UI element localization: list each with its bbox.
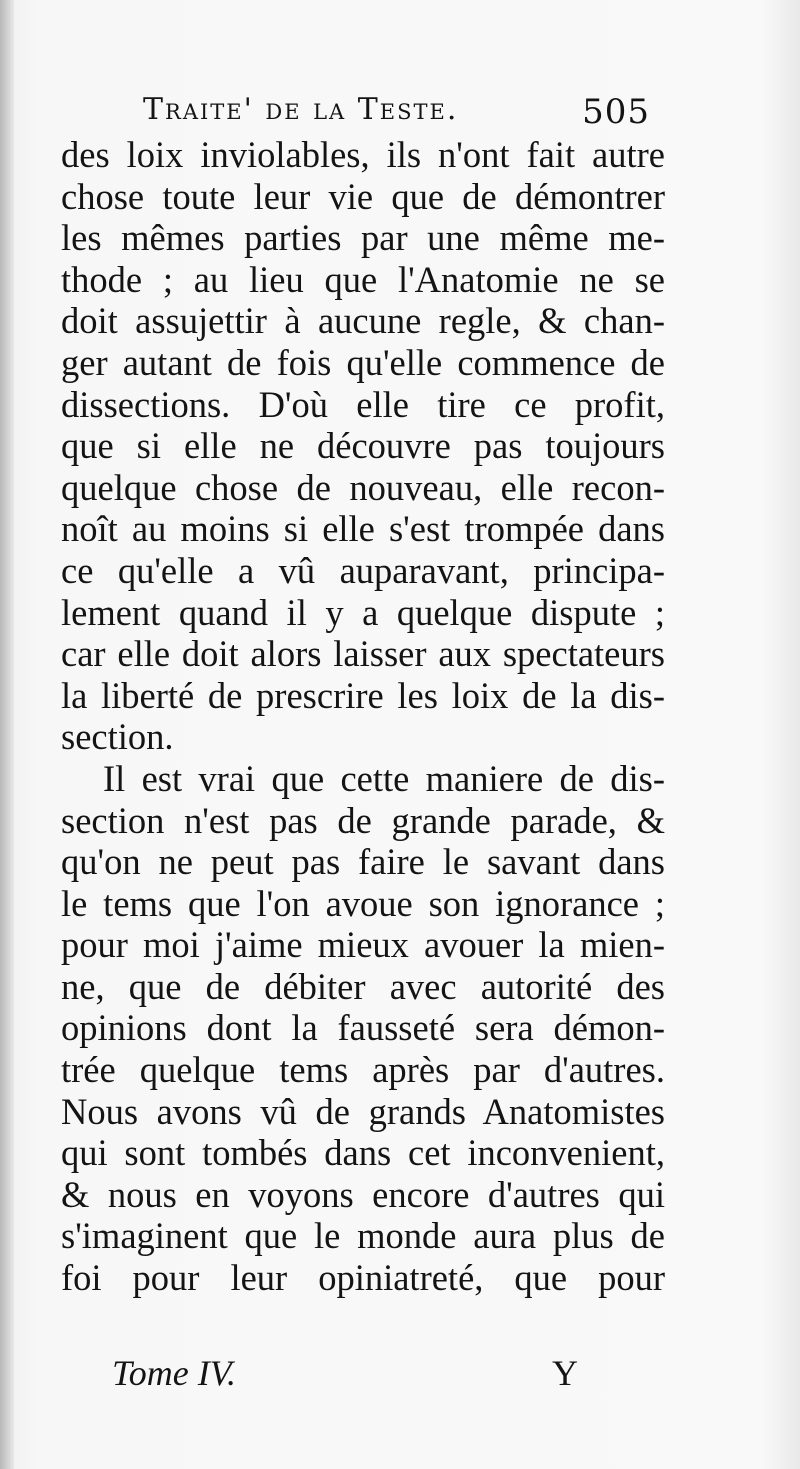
text-line: la liberté de prescrire les loix de la dis- <box>61 674 665 716</box>
text-line: s'imaginent que le monde aura plus de <box>61 1215 665 1257</box>
text-line: qu'on ne peut pas faire le savant dans <box>61 841 665 883</box>
text-line: que si elle ne découvre pas toujours <box>61 425 665 467</box>
text-line: & nous en voyons encore d'autres qui <box>61 1173 665 1215</box>
text-line: section n'est pas de grande parade, & <box>61 799 665 841</box>
running-title: Traite' de la Teste. <box>143 92 459 127</box>
text-line: ne, que de débiter avec autorité des <box>61 965 665 1007</box>
text-line: le tems que l'on avoue son ignorance ; <box>61 882 665 924</box>
text-line: pour moi j'aime mieux avouer la mien- <box>61 924 665 966</box>
text-line: doit assujettir à aucune regle, & chan- <box>61 300 665 342</box>
text-line: chose toute leur vie que de démontrer <box>61 175 665 217</box>
volume-signature: Tome IV. <box>112 1353 237 1393</box>
text-line: ger autant de fois qu'elle commence de <box>61 341 665 383</box>
text-line: trée quelque tems après par d'autres. <box>61 1049 665 1091</box>
text-line: Nous avons vû de grands Anatomistes <box>61 1090 665 1132</box>
body-text <box>61 134 665 1299</box>
text-line: lement quand il y a quelque dispute ; <box>61 591 665 633</box>
page-number: 505 <box>582 92 650 132</box>
text-line: les mêmes parties par une même me- <box>61 217 665 259</box>
text-line: des loix inviolables, ils n'ont fait autre <box>61 134 665 175</box>
text-line: Il est vrai que cette maniere de dis- <box>103 757 665 799</box>
text-line: noît au moins si elle s'est trompée dans <box>61 508 665 550</box>
page-gutter-shadow <box>0 0 14 1469</box>
signature-mark: Y <box>552 1353 578 1393</box>
text-line: qui sont tombés dans cet inconvenient, <box>61 1132 665 1174</box>
text-line: ce qu'elle a vû auparavant, principa- <box>61 549 665 591</box>
running-head <box>0 88 800 138</box>
text-line: quelque chose de nouveau, elle recon- <box>61 466 665 508</box>
text-line: thode ; au lieu que l'Anatomie ne se <box>61 258 665 300</box>
text-line: car elle doit alors laisser aux spectateurs <box>61 633 665 675</box>
text-line: opinions dont la fausseté sera démon- <box>61 1007 665 1049</box>
text-line: section. <box>61 716 174 758</box>
text-line: dissections. D'où elle tire ce profit, <box>61 383 665 425</box>
text-line: foi pour leur opiniatreté, que pour <box>61 1257 665 1299</box>
